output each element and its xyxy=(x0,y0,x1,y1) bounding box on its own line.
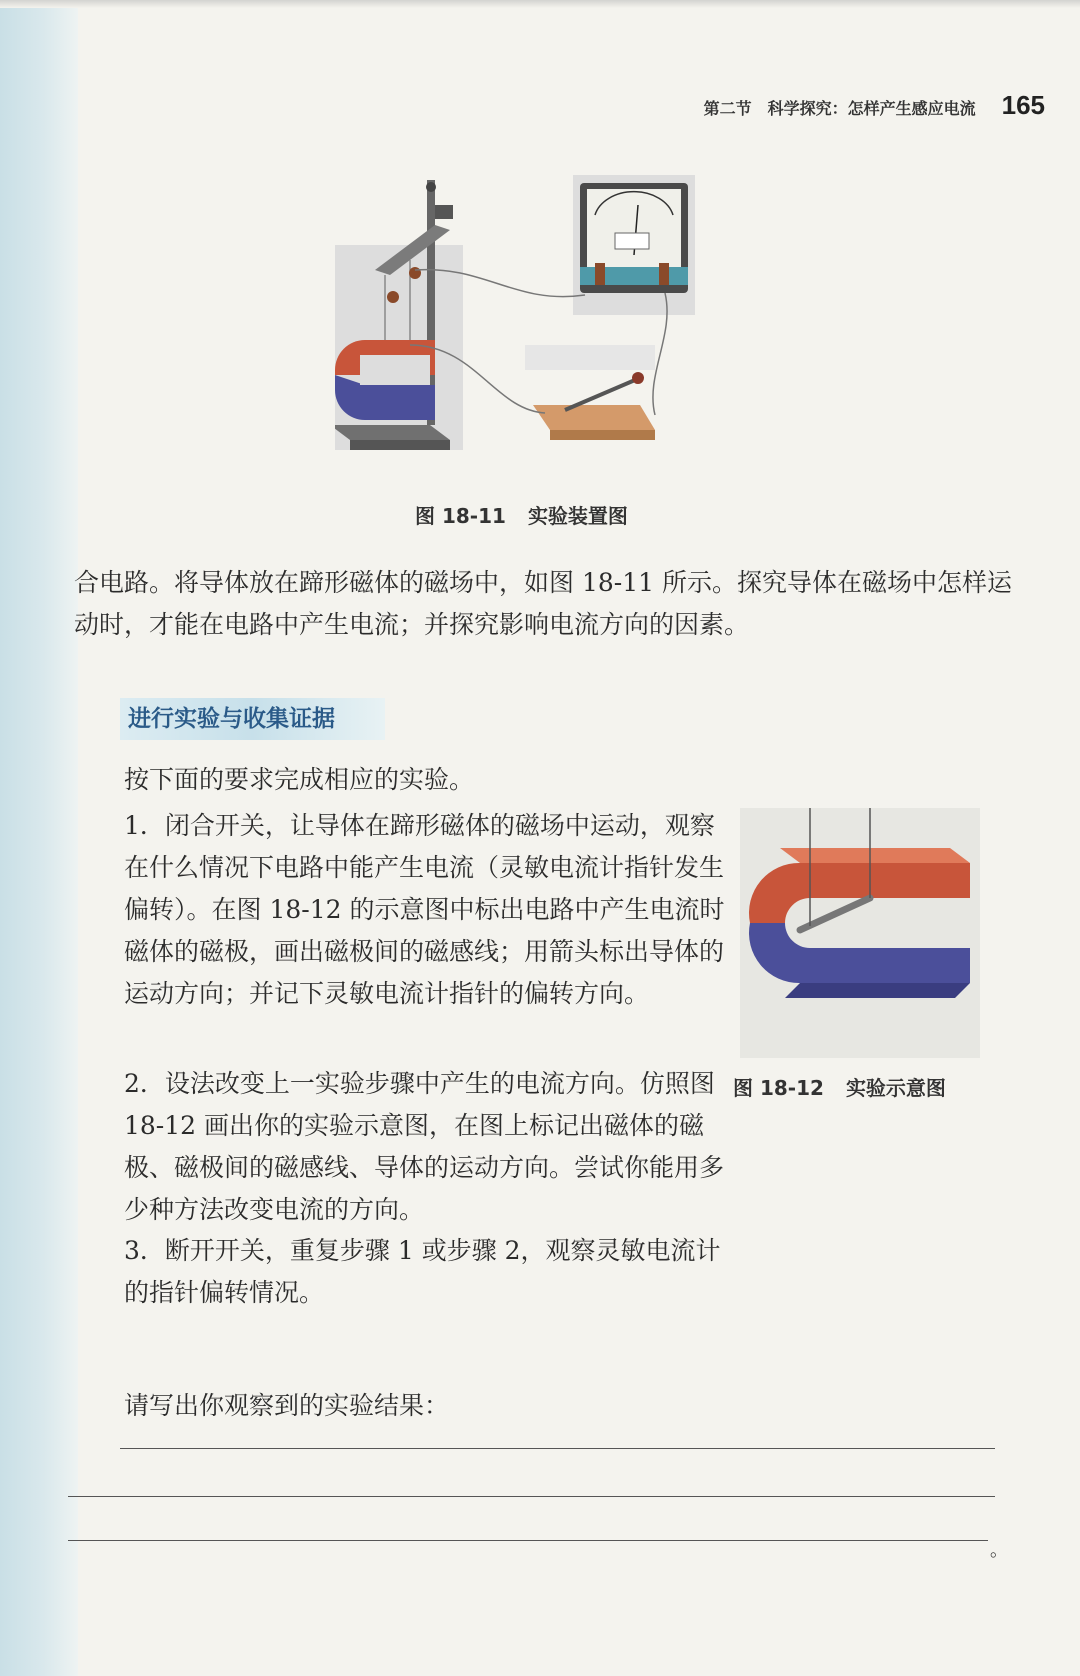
figure-caption-text: 实验装置图 xyxy=(527,504,628,528)
apparatus-figure xyxy=(335,175,745,485)
figure-18-11-caption xyxy=(415,500,675,529)
end-period: 。 xyxy=(990,1540,1008,1561)
figure-label: 图 18-12 xyxy=(733,1076,824,1100)
galvanometer-dial xyxy=(587,189,681,267)
knife-switch xyxy=(533,405,655,430)
figure-18-12-caption xyxy=(733,1072,993,1101)
page-top-edge xyxy=(0,0,1080,8)
answer-line-1[interactable] xyxy=(120,1448,995,1449)
page-binding-shadow xyxy=(0,0,78,1676)
header-title: 科学探究：怎样产生感应电流 xyxy=(767,99,976,118)
figure-label: 图 18-11 xyxy=(415,504,506,528)
section-heading: 进行实验与收集证据 xyxy=(120,698,385,740)
step-1: 1．闭合开关，让导体在蹄形磁体的磁场中运动，观察在什么情况下电路中能产生电流（灵敏电流计指针发生偏转）。在图 18-12 的示意图中标出电路中产生电流时磁体的磁极，画出磁极间的磁感线；用箭头标出导体的运动方向；并记下灵敏电流计指针的偏转方向。 xyxy=(124,811,725,1008)
header-section: 第二节 xyxy=(703,99,752,118)
stand-base xyxy=(335,425,450,440)
instruction-text: 按下面的要求完成相应的实验。 xyxy=(124,765,475,794)
figure-caption-text: 实验示意图 xyxy=(845,1076,946,1100)
schematic-figure xyxy=(740,808,980,1058)
step-2: 2．设法改变上一实验步骤中产生的电流方向。仿照图 18-12 画出你的实验示意图，在图上标记出磁体的磁极、磁极间的磁感线、导体的运动方向。尝试你能用多少种方法改变电流的方向。 xyxy=(124,1069,725,1224)
answer-prompt: 请写出你观察到的实验结果： xyxy=(124,1391,450,1420)
answer-line-2[interactable] xyxy=(68,1496,995,1497)
answer-line-3[interactable] xyxy=(68,1540,988,1541)
running-header xyxy=(660,90,1045,120)
photo-bg-switch xyxy=(525,345,655,370)
step-3: 3．断开开关，重复步骤 1 或步骤 2，观察灵敏电流计的指针偏转情况。 xyxy=(124,1236,721,1307)
paragraph-intro: 合电路。将导体放在蹄形磁体的磁场中，如图 18-11 所示。探究导体在磁场中怎样运动时，才能在电路中产生电流；并探究影响电流方向的因素。 xyxy=(74,568,1012,639)
page-number: 165 xyxy=(1001,90,1045,120)
